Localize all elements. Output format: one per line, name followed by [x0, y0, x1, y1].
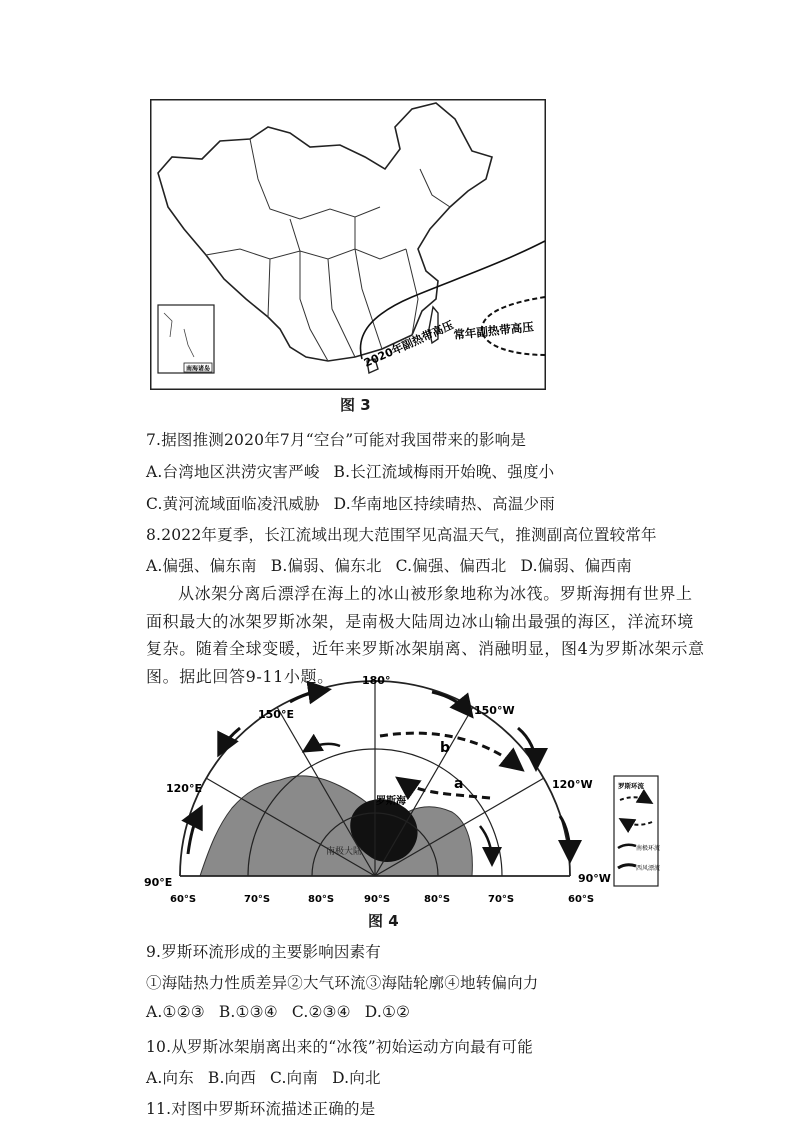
ross-gyre-a	[400, 780, 490, 798]
q7-option-b[interactable]: B.长江流域梅雨开始晚、强度小	[333, 463, 555, 481]
label-b: b	[440, 740, 451, 756]
lat-label-2: 80°S	[308, 894, 335, 905]
q10-option-a[interactable]: A.向东	[146, 1069, 194, 1087]
q8-stem: 8.2022年夏季，长江流域出现大范围罕见高温天气，推测副高位置较常年	[146, 526, 657, 544]
figure-3-caption: 图 3	[340, 396, 371, 414]
q9-option-a[interactable]: A.①②③	[146, 1003, 205, 1021]
legend-title: 罗斯环流	[618, 782, 644, 790]
lat-label-1: 70°S	[244, 894, 271, 905]
label-lon-90e: 90°E	[144, 876, 173, 889]
q9-option-d[interactable]: D.①②	[364, 1003, 411, 1021]
q9-option-b[interactable]: B.①③④	[218, 1003, 278, 1021]
legend-item-1: 南极环流	[636, 845, 660, 852]
label-continent: 南极大陆	[326, 847, 363, 857]
label-lon-120w: 120°W	[552, 778, 593, 791]
q10-option-d[interactable]: D.向北	[332, 1069, 381, 1087]
label-ross-sea: 罗斯海	[376, 796, 406, 807]
lat-label-3: 90°S	[364, 894, 391, 905]
q7-option-d[interactable]: D.华南地区持续晴热、高温少雨	[333, 495, 555, 513]
label-2020-subtropical-high: 2020年副热带高压	[361, 318, 456, 370]
label-lon-90w: 90°W	[578, 872, 611, 885]
figure-4-caption: 图 4	[368, 912, 399, 930]
q9-statements: ①海陆热力性质差异②大气环流③海陆轮廓④地转偏向力	[146, 974, 539, 992]
china-map	[150, 99, 546, 390]
figure-3	[150, 99, 546, 390]
lat-label-0: 60°S	[170, 894, 197, 905]
q8-options	[146, 554, 632, 576]
legend-item-2: 西风漂流	[636, 865, 660, 872]
west-wind-drift-arrow	[290, 690, 326, 702]
q9-options	[146, 1003, 410, 1021]
lat-label-5: 70°S	[488, 894, 515, 905]
q7-options-ab	[146, 460, 554, 482]
q11-stem: 11.对图中罗斯环流描述正确的是	[146, 1100, 376, 1118]
q8-option-a[interactable]: A.偏强、偏东南	[146, 557, 257, 575]
label-lon-150e: 150°E	[258, 708, 294, 721]
lat-label-4: 80°S	[424, 894, 451, 905]
q10-stem: 10.从罗斯冰架崩离出来的“冰筏”初始运动方向最有可能	[146, 1038, 533, 1056]
label-lon-150w: 150°W	[474, 704, 515, 717]
label-lon-120e: 120°E	[166, 782, 202, 795]
q8-option-d[interactable]: D.偏弱、偏西南	[520, 557, 632, 575]
q8-option-c[interactable]: C.偏强、偏西北	[395, 557, 507, 575]
inset-label: 南海诸岛	[186, 365, 211, 373]
q9-stem: 9.罗斯环流形成的主要影响因素有	[146, 943, 381, 961]
ross-sea-passage: 从冰架分离后漂浮在海上的冰山被形象地称为冰筏。罗斯海拥有世界上面积最大的冰架罗斯冰架，是南极大陆周边冰山输出最强的海区，洋流环境复杂。随着全球变暖，近年来罗斯冰架崩离、消融明显，图4为罗斯冰架示意图。据此回答9-11小题。	[146, 584, 705, 686]
q9-option-c[interactable]: C.②③④	[291, 1003, 351, 1021]
q7-options-cd	[146, 492, 555, 514]
ross-ice-shelf-map	[140, 676, 660, 908]
figure-4-legend	[614, 776, 660, 886]
q8-option-b[interactable]: B.偏弱、偏东北	[270, 557, 382, 575]
label-lon-180: 180°	[362, 676, 391, 687]
latitude-labels	[170, 894, 594, 905]
q7-stem: 7.据图推测2020年7月“空台”可能对我国带来的影响是	[146, 431, 527, 449]
label-a: a	[454, 776, 464, 792]
label-normal-subtropical-high: 常年副热带高压	[452, 319, 535, 342]
q10-option-b[interactable]: B.向西	[207, 1069, 257, 1087]
q7-option-a[interactable]: A.台湾地区洪涝灾害严峻	[146, 463, 320, 481]
q10-option-c[interactable]: C.向南	[270, 1069, 319, 1087]
figure-4	[140, 676, 660, 908]
lat-label-6: 60°S	[568, 894, 595, 905]
q7-option-c[interactable]: C.黄河流域面临凌汛威胁	[146, 495, 320, 513]
q10-options	[146, 1066, 381, 1088]
